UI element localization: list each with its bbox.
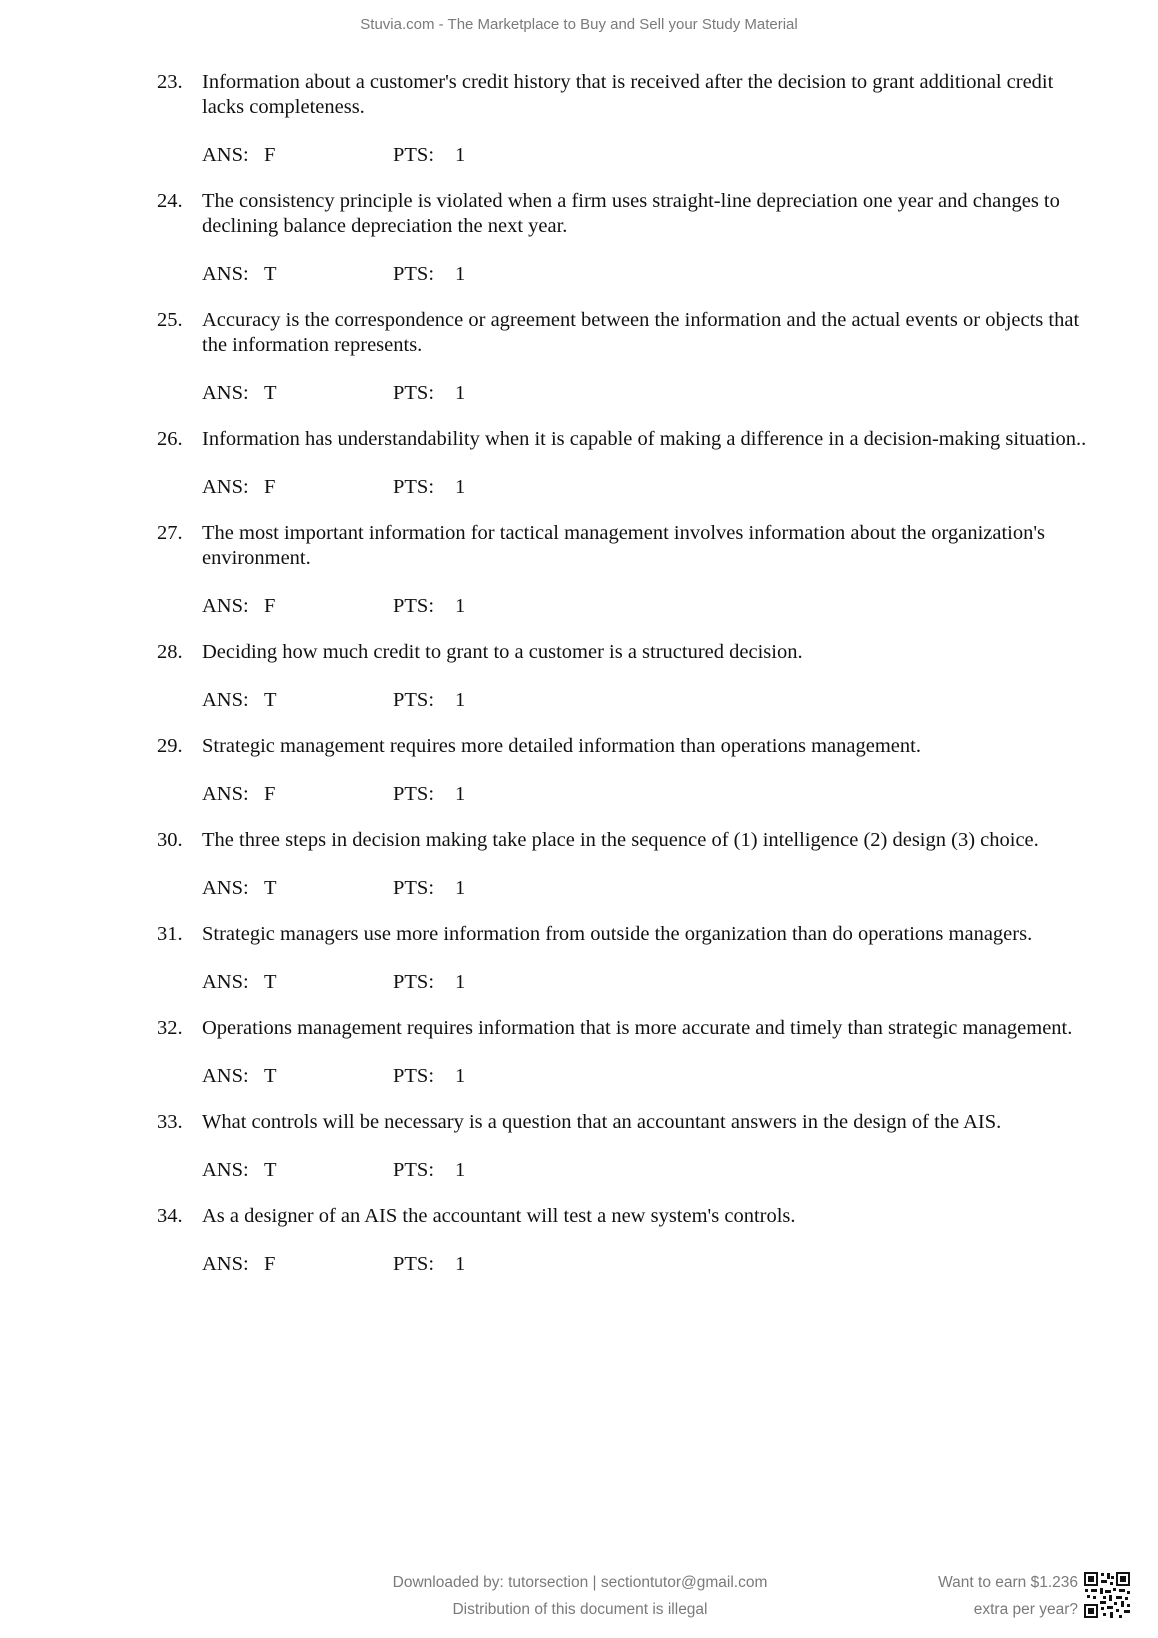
question-text: The consistency principle is violated when a firm uses straight-line depreciation one year and changes to declining balance depreciation the next year. [202, 190, 1060, 237]
ans-label: ANS: [202, 1065, 249, 1087]
question-number: 30. [157, 829, 183, 851]
answer-line [0, 1252, 1158, 1277]
pts-value: 1 [455, 971, 466, 993]
pts-value: 1 [455, 476, 466, 498]
pts-label: PTS: [393, 263, 435, 285]
pts-value: 1 [455, 1253, 466, 1275]
answer-line [0, 1158, 1158, 1183]
ans-label: ANS: [202, 595, 249, 617]
pts-label: PTS: [393, 595, 435, 617]
ans-label: ANS: [202, 1253, 249, 1275]
question-32 [0, 1016, 1158, 1089]
answer-line [0, 143, 1158, 168]
answer-line [0, 262, 1158, 287]
pts-value: 1 [455, 1159, 466, 1181]
pts-label: PTS: [393, 144, 435, 166]
answer-line [0, 782, 1158, 807]
pts-value: 1 [455, 877, 466, 899]
question-number: 26. [157, 428, 183, 450]
pts-label: PTS: [393, 1159, 435, 1181]
pts-label: PTS: [393, 971, 435, 993]
question-number: 27. [157, 522, 183, 544]
question-number: 23. [157, 71, 183, 93]
answer-line [0, 594, 1158, 619]
page-header: Stuvia.com - The Marketplace to Buy and Sell your Study Material [360, 16, 798, 33]
ans-value: F [264, 144, 276, 166]
question-31 [0, 922, 1158, 995]
answer-line [0, 1064, 1158, 1089]
question-29 [0, 734, 1158, 807]
ans-label: ANS: [202, 689, 249, 711]
ans-value: T [264, 689, 277, 711]
question-26 [0, 427, 1158, 500]
question-number: 32. [157, 1017, 183, 1039]
answer-line [0, 970, 1158, 995]
question-text: Information has understandability when it is capable of making a difference in a decision-making situation.. [202, 428, 1087, 450]
question-23 [0, 70, 1158, 168]
question-text: Information about a customer's credit history that is received after the decision to grant additional credit lacks completeness. [202, 71, 1054, 118]
question-30 [0, 828, 1158, 901]
downloaded-by-text: Downloaded by: tutorsection | sectiontutor@gmail.com [392, 1574, 768, 1591]
pts-value: 1 [455, 144, 466, 166]
ans-label: ANS: [202, 1159, 249, 1181]
ans-label: ANS: [202, 382, 249, 404]
question-text: Strategic managers use more information from outside the organization than do operations managers. [202, 923, 1033, 945]
pts-value: 1 [455, 263, 466, 285]
pts-value: 1 [455, 783, 466, 805]
ans-label: ANS: [202, 971, 249, 993]
pts-label: PTS: [393, 689, 435, 711]
ans-value: F [264, 476, 276, 498]
ans-value: T [264, 1159, 277, 1181]
ans-label: ANS: [202, 476, 249, 498]
ans-value: F [264, 595, 276, 617]
question-text: Deciding how much credit to grant to a customer is a structured decision. [202, 641, 803, 663]
pts-label: PTS: [393, 382, 435, 404]
question-number: 29. [157, 735, 183, 757]
qr-code-icon[interactable] [1083, 1571, 1131, 1619]
question-25 [0, 308, 1158, 406]
question-text: Strategic management requires more detailed information than operations management. [202, 735, 921, 757]
pts-label: PTS: [393, 877, 435, 899]
ans-label: ANS: [202, 877, 249, 899]
earn-promo-line-2[interactable]: extra per year? [973, 1601, 1078, 1618]
ans-value: T [264, 1065, 277, 1087]
question-list [0, 70, 1158, 1298]
answer-line [0, 381, 1158, 406]
pts-label: PTS: [393, 1253, 435, 1275]
question-text: What controls will be necessary is a question that an accountant answers in the design of the AIS. [202, 1111, 1002, 1133]
ans-value: T [264, 877, 277, 899]
ans-value: T [264, 382, 277, 404]
question-text: The three steps in decision making take place in the sequence of (1) intelligence (2) design (3) choice. [202, 829, 1039, 851]
ans-label: ANS: [202, 144, 249, 166]
question-number: 31. [157, 923, 183, 945]
question-number: 33. [157, 1111, 183, 1133]
ans-label: ANS: [202, 783, 249, 805]
ans-label: ANS: [202, 263, 249, 285]
question-number: 34. [157, 1205, 183, 1227]
ans-value: T [264, 263, 277, 285]
question-text: The most important information for tactical management involves information about the organization's environment. [202, 522, 1046, 569]
answer-line [0, 876, 1158, 901]
question-34 [0, 1204, 1158, 1277]
answer-line [0, 475, 1158, 500]
pts-value: 1 [455, 595, 466, 617]
question-33 [0, 1110, 1158, 1183]
distribution-notice: Distribution of this document is illegal [452, 1601, 708, 1618]
ans-value: F [264, 783, 276, 805]
pts-label: PTS: [393, 783, 435, 805]
question-text: As a designer of an AIS the accountant will test a new system's controls. [202, 1205, 796, 1227]
answer-line [0, 688, 1158, 713]
earn-promo-line-1[interactable]: Want to earn $1.236 [938, 1574, 1078, 1591]
question-28 [0, 640, 1158, 713]
question-number: 25. [157, 309, 183, 331]
question-text: Accuracy is the correspondence or agreement between the information and the actual events or objects that the information represents. [202, 309, 1080, 356]
ans-value: F [264, 1253, 276, 1275]
pts-label: PTS: [393, 1065, 435, 1087]
question-number: 24. [157, 190, 183, 212]
pts-value: 1 [455, 689, 466, 711]
pts-label: PTS: [393, 476, 435, 498]
question-number: 28. [157, 641, 183, 663]
pts-value: 1 [455, 382, 466, 404]
pts-value: 1 [455, 1065, 466, 1087]
ans-value: T [264, 971, 277, 993]
question-24 [0, 189, 1158, 287]
question-27 [0, 521, 1158, 619]
question-text: Operations management requires information that is more accurate and timely than strategic management. [202, 1017, 1073, 1039]
